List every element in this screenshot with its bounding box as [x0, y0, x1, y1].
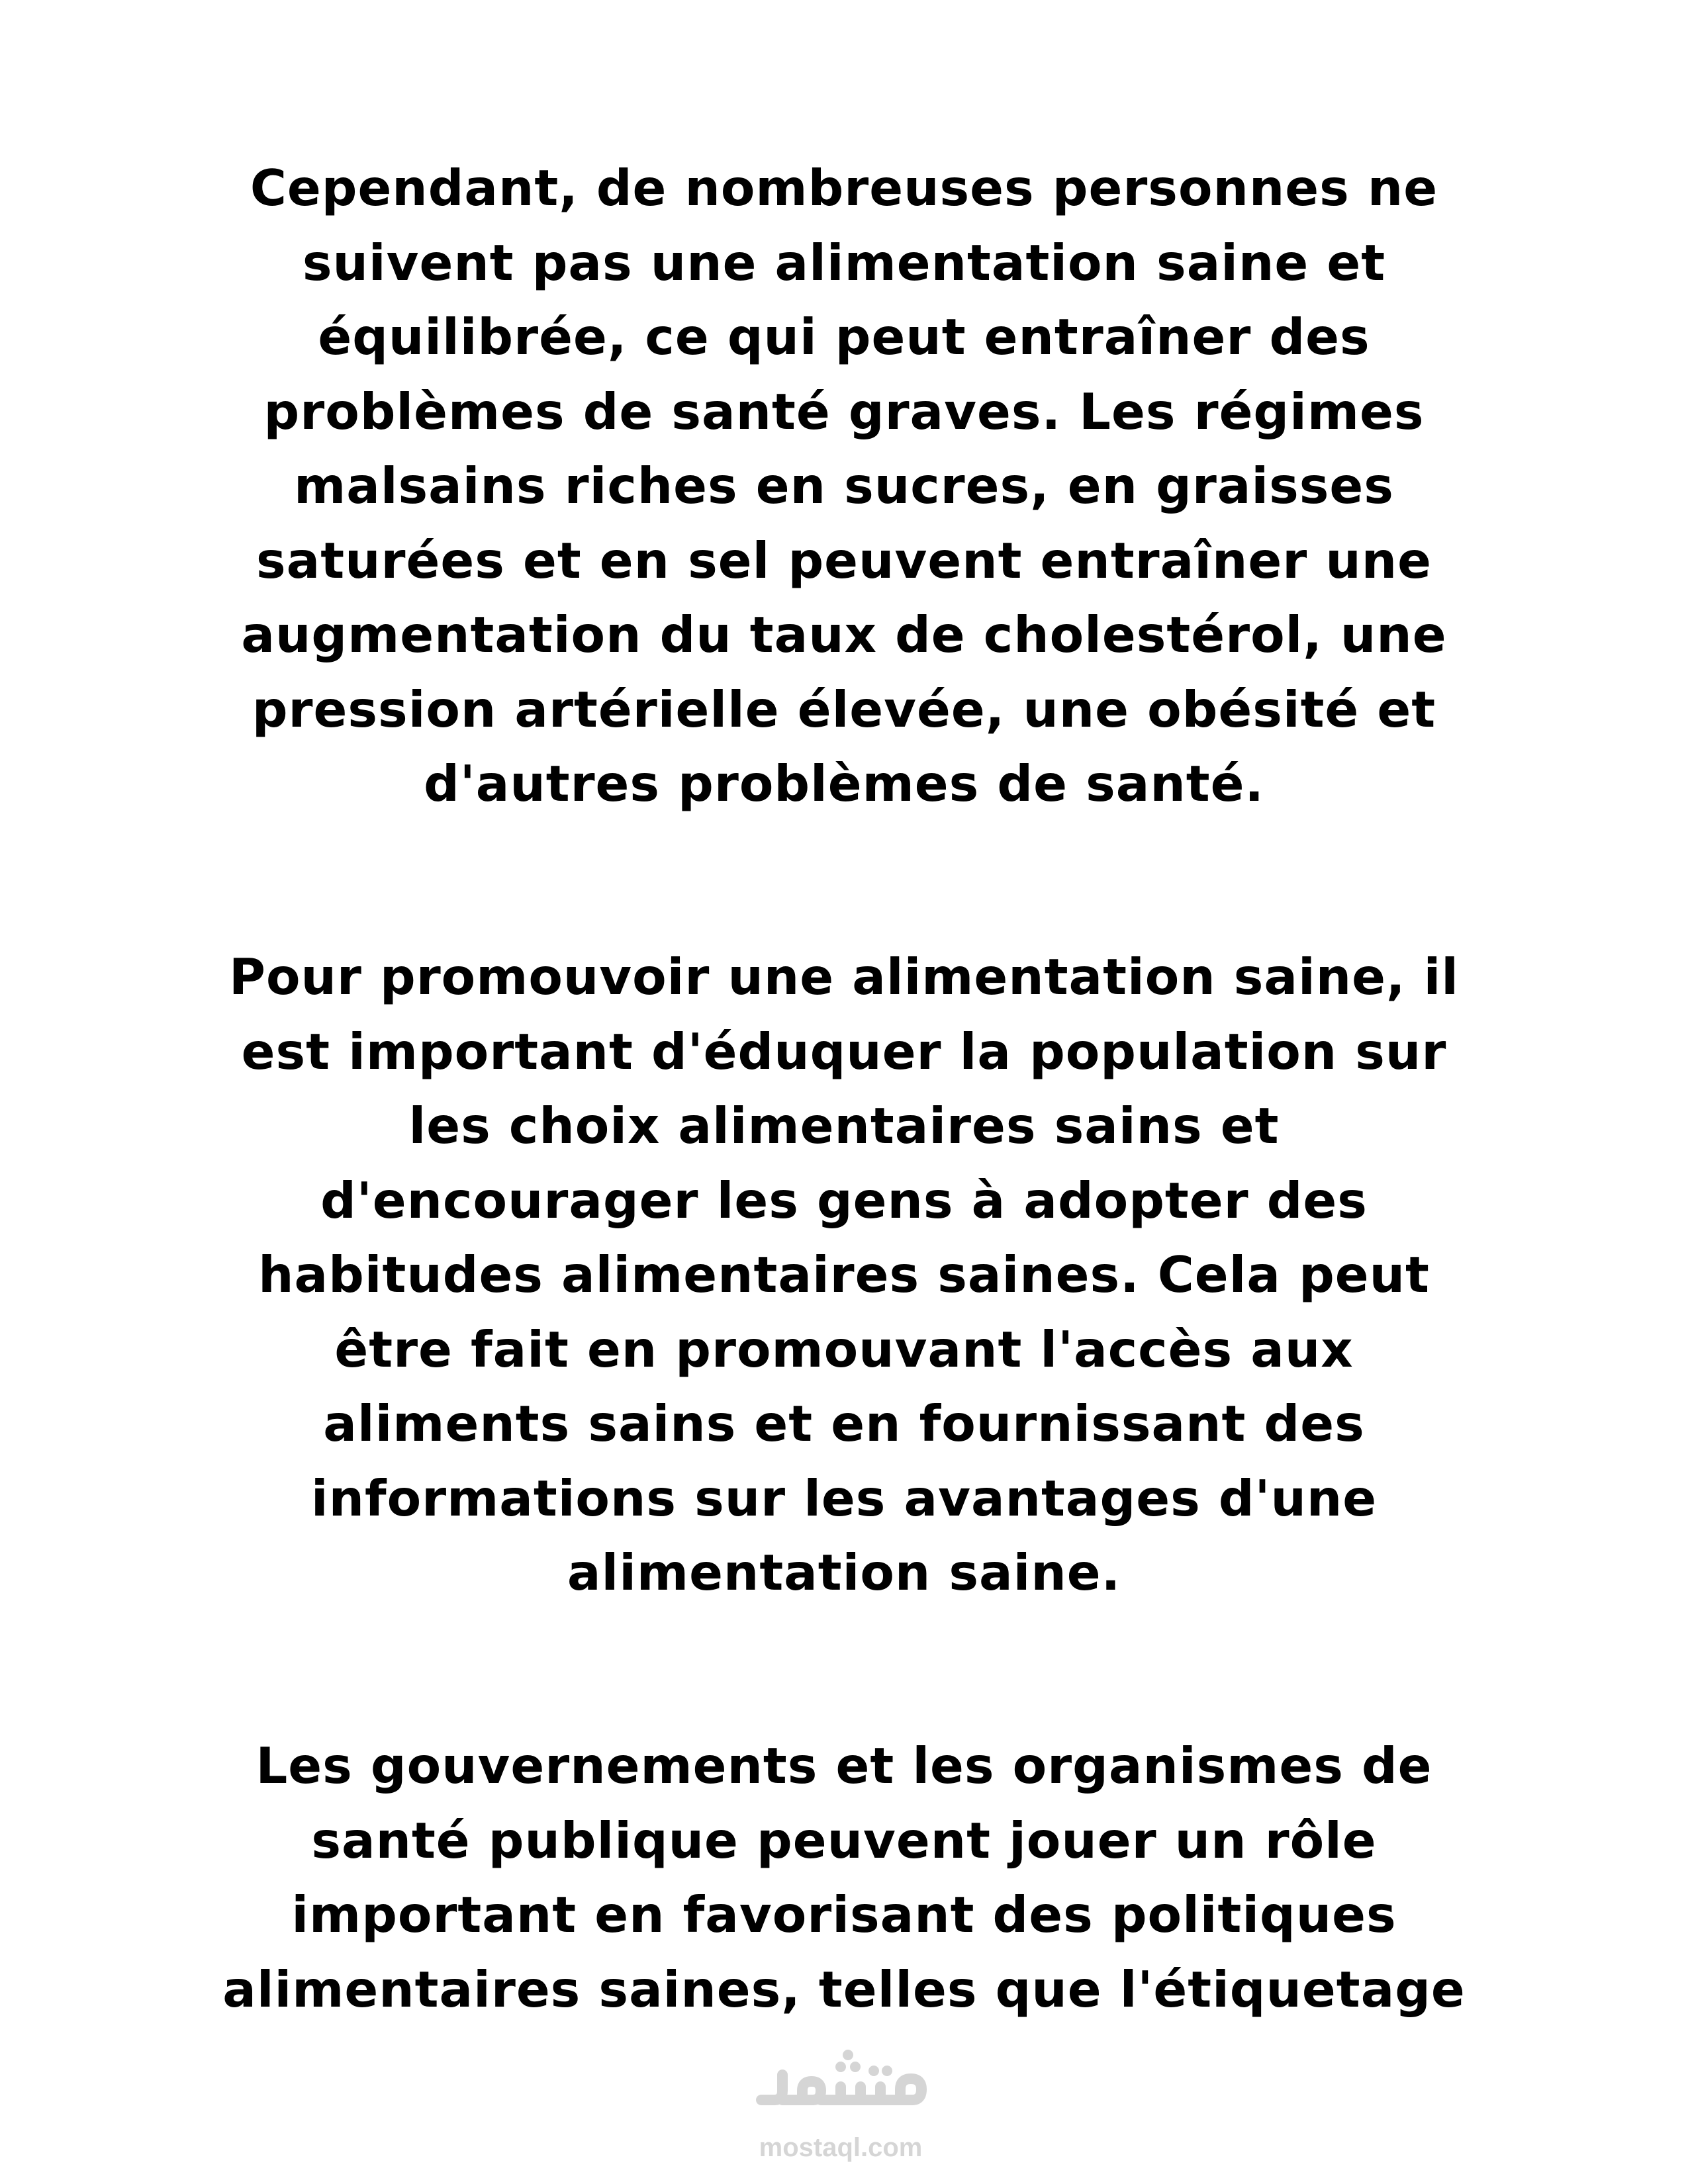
mostaql-watermark [708, 2048, 973, 2167]
watermark-domain: mostaql.com [759, 2133, 923, 2162]
paragraph-unhealthy-diets: Cependant, de nombreuses personnes ne suivent pas une alimentation saine et équilibrée, ce qui peut entraîner des problèmes de santé graves. Les régimes malsains riches en sucres, en graisses saturées et en sel peuvent entraîner une augmentation du taux de cholestérol, une pression artérielle élevée, une obésité et d'autres problèmes de santé. [241, 159, 1447, 813]
paragraph-promote-healthy-eating: Pour promouvoir une alimentation saine, il est important d'éduquer la population sur les choix alimentaires sains et d'encourager les gens à adopter des habitudes alimentaires saines. Cela peut être fait en promouvant l'accès aux aliments sains et en fournissant des informations sur les avantages d'une alimentation saine. [229, 948, 1459, 1602]
mostaql-logo-icon [748, 2048, 933, 2128]
paragraph-government-role: Les gouvernements et les organismes de santé publique peuvent jouer un rôle important en favorisant des politiques alimentaires saines, telles que l'étiquetage [222, 1737, 1466, 2019]
